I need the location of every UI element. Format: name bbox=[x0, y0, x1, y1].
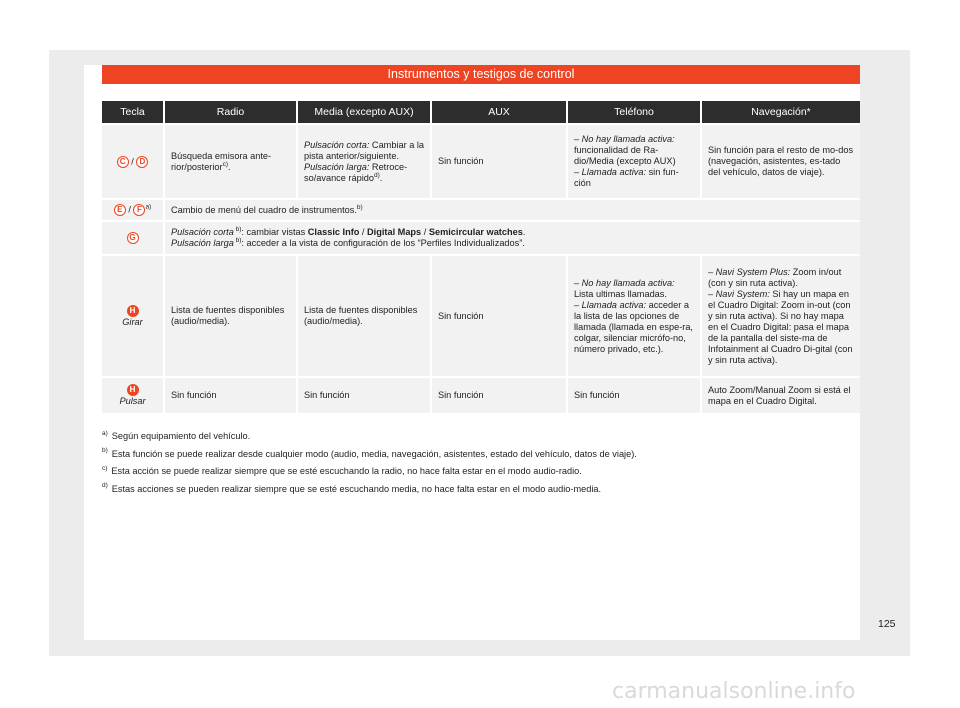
table-header-row bbox=[102, 101, 860, 124]
section-header: Instrumentos y testigos de control bbox=[102, 65, 860, 84]
footnote: $^{b)}$ Esta función se puede realizar desde cualquier modo (audio, media, navegación, asistentes, estado del vehículo, datos de viaje). bbox=[102, 447, 637, 459]
watermark: carmanualsonline.info bbox=[612, 679, 856, 704]
page-number: 125 bbox=[878, 618, 896, 630]
phone-cell: – No hay llamada activa: Lista ultimas llamadas. – Llamada activa: acceder a la lista de las opciones de llamada (llamada en espe-ra, colgar, silenciar micrófo-no, número privado, etc.). bbox=[567, 255, 701, 377]
table-row bbox=[102, 124, 860, 199]
col-header: Navegación* bbox=[701, 101, 860, 124]
media-cell: Lista de fuentes disponibles (audio/media). bbox=[297, 255, 431, 377]
key-badge: E bbox=[114, 204, 126, 216]
nav-cell: Auto Zoom/Manual Zoom si está el mapa en el Cuadro Digital. bbox=[701, 377, 860, 413]
table-row bbox=[102, 377, 860, 413]
col-header: Tecla bbox=[102, 101, 164, 124]
table-row bbox=[102, 199, 860, 221]
key-badge: G bbox=[127, 232, 139, 244]
table-row bbox=[102, 221, 860, 255]
key-cell: C / D bbox=[102, 124, 164, 199]
key-badge: C bbox=[117, 156, 129, 168]
key-cell: H Girar bbox=[102, 255, 164, 377]
key-badge: D bbox=[136, 156, 148, 168]
media-cell: Sin función bbox=[297, 377, 431, 413]
col-header: Media (excepto AUX) bbox=[297, 101, 431, 124]
radio-cell: Lista de fuentes disponibles (audio/media). bbox=[164, 255, 297, 377]
key-badge: H bbox=[127, 384, 139, 396]
footnotes bbox=[102, 428, 860, 498]
aux-cell: Sin función bbox=[431, 124, 567, 199]
radio-cell: Búsqueda emisora ante-rior/posterior$^{c)}$. bbox=[164, 124, 297, 199]
controls-table bbox=[102, 101, 860, 413]
key-cell bbox=[102, 221, 164, 255]
aux-cell: Sin función bbox=[431, 377, 567, 413]
col-header: AUX bbox=[431, 101, 567, 124]
phone-cell: Sin función bbox=[567, 377, 701, 413]
col-header: Teléfono bbox=[567, 101, 701, 124]
footnote: $^{a)}$ Según equipamiento del vehículo. bbox=[102, 429, 251, 441]
radio-cell: Sin función bbox=[164, 377, 297, 413]
footnote: $^{c)}$ Esta acción se puede realizar siempre que se esté escuchando la radio, no hace falta estar en el modo audio-radio. bbox=[102, 464, 582, 476]
aux-cell: Sin función bbox=[431, 255, 567, 377]
table-row bbox=[102, 255, 860, 377]
media-cell: Pulsación corta: Cambiar a la pista anterior/siguiente. Pulsación larga: Retroce-so/avance rápido$^{d)}$. bbox=[297, 124, 431, 199]
key-badge: F bbox=[133, 204, 145, 216]
merged-cell: Pulsación corta $^{b)}$: cambiar vistas Classic Info / Digital Maps / Semicircular watches. Pulsación larga $^{b)}$: acceder a la vista de configuración de los “Perfiles Individualizados”. bbox=[164, 221, 860, 255]
key-cell: E / F $^{a)}$ bbox=[102, 199, 164, 221]
merged-cell: Cambio de menú del cuadro de instrumentos.$^{b)}$ bbox=[164, 199, 860, 221]
key-badge: H bbox=[127, 305, 139, 317]
footnote: $^{d)}$ Estas acciones se pueden realizar siempre que se esté escuchando media, no hace falta estar en el modo audio-media. bbox=[102, 482, 602, 494]
nav-cell: – Navi System Plus: Zoom in/out (con y sin ruta activa). – Navi System: Si hay un mapa en el Cuadro Digital: Zoom in-out (con y sin ruta activa). Si no hay mapa en el Cuadro Digital: pasa el mapa de la pantalla del siste-ma de Infotainment al Cuadro Di-gital (con y sin ruta activa). bbox=[701, 255, 860, 377]
key-cell: H Pulsar bbox=[102, 377, 164, 413]
col-header: Radio bbox=[164, 101, 297, 124]
phone-cell: – No hay llamada activa: funcionalidad de Ra-dio/Media (excepto AUX) – Llamada activa: sin fun-ción bbox=[567, 124, 701, 199]
nav-cell: Sin función para el resto de mo-dos (navegación, asistentes, es-tado del vehículo, datos de viaje). bbox=[701, 124, 860, 199]
